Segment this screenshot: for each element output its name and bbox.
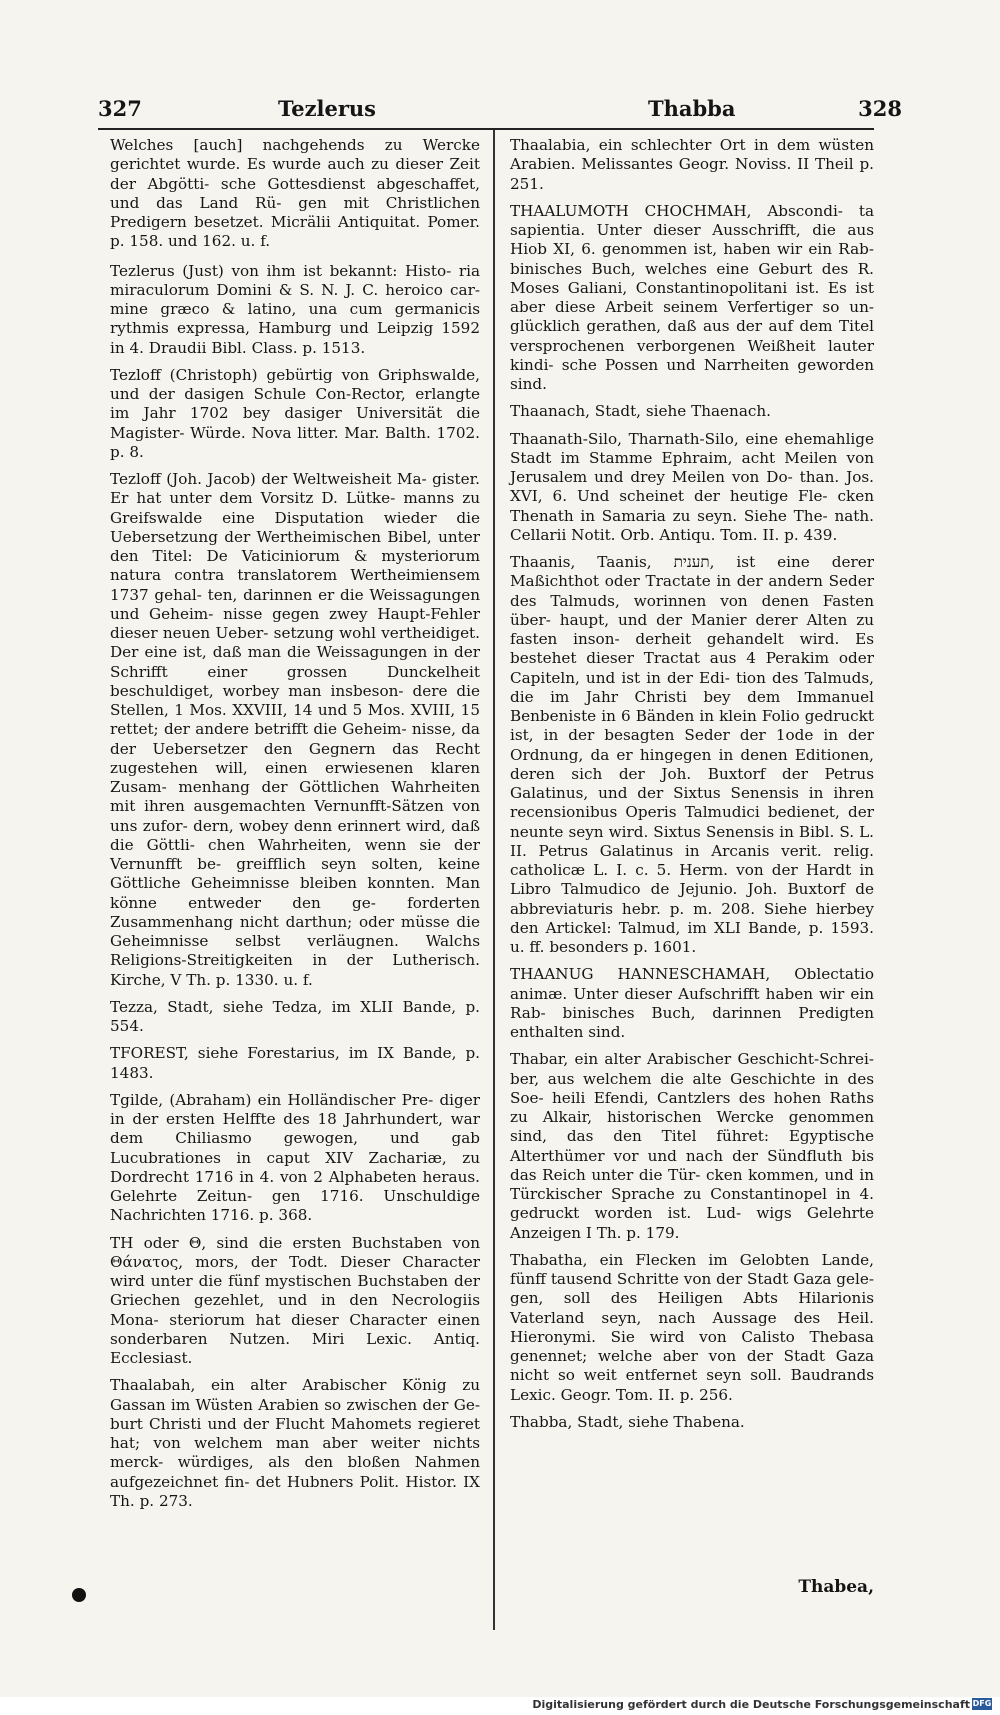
entry-thaanug: THAANUG HANNESCHAMAH, Oblectatio animæ. Unter dieser Aufschrifft haben wir ein Rab- binisches Buch, darinnen Predigten enthalten sind. <box>510 965 874 1041</box>
left-column <box>110 136 480 1519</box>
entry-tezloff-johann: Tezloff (Joh. Jacob) der Weltweisheit Ma- gister. Er hat unter dem Vorsitz D. Lütke- manns zu Greifswalde eine Disputation wieder die Uebersetzung der Wertheimischen Bibel, unter den Titel: De Vaticiniorum & mysteriorum natura contra translatorem Wertheimiensem 1737 gehal- ten, darinnen er die Weissagungen und Geheim- nisse gegen zwey Haupt-Fehler dieser neuen Ueber- setzung wohl vertheidiget. Der eine ist, daß man die Weissagungen in der Schrifft einer grossen Dunckelheit beschuldiget, worbey man insbeson- dere die Stellen, 1 Mos. XXVIII, 14 und 5 Mos. XVIII, 15 rettet; der andere betrifft die Geheim- nisse, da der Uebersetzer den Gegnern das Recht zugestehen will, einen erwiesenen klaren Zusam- menhang der Göttlichen Wahrheiten mit ihren ausgemachten Vernunfft-Sätzen von uns zufor- dern, wobey denn erinnert wird, daß die Göttli- chen Wahrheiten, wenn sie der Vernunfft be- greifflich seyn solten, keine Göttliche Geheimnisse bleiben konnten. Man könne entweder den ge- forderten Zusammenhang nicht darthun; oder müsse die Geheimnisse selbst verläugnen. Walchs Religions-Streitigkeiten in der Lutherisch. Kirche, V Th. p. 1330. u. f. <box>110 470 480 989</box>
page-number-right: 328 <box>858 96 902 121</box>
entry-tezloff-christoph: Tezloff (Christoph) gebürtig von Griphswalde, und der dasigen Schule Con-Rector, erlangte im Jahr 1702 bey dasiger Universität die Magister- Würde. Nova litter. Mar. Balth. 1702. p. 8. <box>110 365 480 461</box>
column-divider <box>493 130 495 1630</box>
right-column <box>510 136 874 1440</box>
page-number-left: 327 <box>98 96 142 121</box>
entry-thabba: Thabba, Stadt, siehe Thabena. <box>510 1412 745 1431</box>
entry-tgilde: Tgilde, (Abraham) ein Holländischer Pre- diger in der ersten Helffte des 18 Jahrhundert, war dem Chiliasmo gewogen, und gab Lucubrationes in caput XIV Zachariæ, zu Dordrecht 1716 in 4. von 2 Alphabeten heraus. Gelehrte Zeitun- gen 1716. Unschuldige Nachrichten 1716. p. 368. <box>110 1090 480 1225</box>
entry-thaanath-silo: Thaanath-Silo, Tharnath-Silo, eine ehemahlige Stadt im Stamme Ephraim, acht Meilen von Jerusalem und drey Meilen von Do- than. Jos. XVI, 6. Und scheinet der heutige Fle- cken Thenath in Samaria zu seyn. Siehe The- nath. Cellarii Notit. Orb. Antiqu. Tom. II. p. 439. <box>510 429 874 544</box>
entry-thaalabia: Thaalabia, ein schlechter Ort in dem wüsten Arabien. Melissantes Geogr. Noviss. II Theil p. 251. <box>510 136 874 193</box>
entry-tforest: TFOREST, siehe Forestarius, im IX Bande, p. 1483. <box>110 1044 480 1082</box>
catchword: Thabea, <box>798 1577 874 1597</box>
entry-thabatha: Thabatha, ein Flecken im Gelobten Lande, fünff tausend Schritte von der Stadt Gaza gele- gen, soll des Heiligen Abts Hilarionis Vaterland seyn, nach Aussage des Heil. Hieronymi. Sie wird von Calisto Thebasa genennet; welche aber von der Stadt Gaza nicht so weit entfernet seyn soll. Baudrands Lexic. Geogr. Tom. II. p. 256. <box>510 1250 874 1404</box>
running-title-left: Tezlerus <box>278 96 376 121</box>
header-rule <box>98 128 874 130</box>
entry-thaanis: Thaanis, Taanis, תענית, ist eine derer Maßichthot oder Tractate in der andern Seder des Talmuds, worinnen von denen Fasten über- haupt, und der Manier derer Alten zu fasten inson- derheit gehandelt wird. Es bestehet dieser Tractat aus 4 Perakim oder Capiteln, und ist in der Edi- tion des Talmuds, die im Jahr Christi bey dem Immanuel Benbeniste in 6 Bänden in klein Folio gedruckt ist, in der besagten Seder der 1ode in der Ordnung, da er hingegen in denen Editionen, deren sich der Joh. Buxtorf der Petrus Galatinus, und der Sixtus Senensis in ihren recensionibus Operis Talmudici bedienet, der neunte seyn wird. Sixtus Senensis in Bibl. S. L. II. Petrus Galatinus in Arcanis verit. relig. catholicæ L. I. c. 5. Herm. von der Hardt in Libro Talmudico de Jejunio. Joh. Buxtorf de abbreviaturis hebr. p. m. 208. Siehe hierbey den Artickel: Talmud, im XLI Bande, p. 1593. u. ff. besonders p. 1601. <box>510 553 874 956</box>
entry-th: TH oder Θ, sind die ersten Buchstaben von Θάνατος, mors, der Todt. Dieser Character wird unter die fünf mystischen Buchstaben der Griechen gezehlet, und in den Necrologiis Mona- steriorum hat dieser Character einen sonderbaren Nutzen. Miri Lexic. Antiq. Ecclesiast. <box>110 1233 480 1367</box>
entry-tezza: Tezza, Stadt, siehe Tedza, im XLII Bande, p. 554. <box>110 997 480 1035</box>
ink-blot <box>72 1588 86 1602</box>
page-header <box>92 92 902 126</box>
entry-continuation: Welches [auch] nachgehends zu Wercke gerichtet wurde. Es wurde auch zu dieser Zeit der Abgötti- sche Gottesdienst abgeschaffet, und das Land Rü- gen mit Christlichen Predigern besetzet. Micrälii Antiquitat. Pomer. p. 158. und 162. u. f. <box>110 136 480 251</box>
entry-thaalumoth: THAALUMOTH CHOCHMAH, Abscondi- ta sapientia. Unter dieser Ausschrifft, die aus Hiob XI, 6. genommen ist, haben wir ein Rab- binisches Buch, welches eine Geburt des R. Moses Galiani, Constantinopolitani ist. Es ist aber diese Arbeit seinem Verfertiger so un- glücklich gerathen, daß aus der auf dem Titel versprochenen verborgenen Weißheit lauter kindi- sche Possen und Narrheiten geworden sind. <box>510 201 874 393</box>
entry-tezlerus: Tezlerus (Just) von ihm ist bekannt: Histo- ria miraculorum Domini & S. N. J. C. heroico car- mine græco & latino, una cum germanicis rythmis expressa, Hamburg und Leipzig 1592 in 4. Draudii Bibl. Class. p. 1513. <box>110 261 480 357</box>
digitization-credit: Digitalisierung gefördert durch die Deutsche Forschungsgemeinschaft <box>532 1698 970 1711</box>
entry-thaalabah: Thaalabah, ein alter Arabischer König zu Gassan im Wüsten Arabien so zwischen der Ge- burt Christi und der Flucht Mahomets regieret hat; von welchem man aber weiter nichts merck- würdiges, als den bloßen Nahmen aufgezeichnet fin- det Hubners Polit. Histor. IX Th. p. 273. <box>110 1376 480 1510</box>
entry-thaanach: Thaanach, Stadt, siehe Thaenach. <box>510 402 771 421</box>
dfg-logo: DFG <box>972 1699 992 1708</box>
entry-thabar: Thabar, ein alter Arabischer Geschicht-Schrei- ber, aus welchem die alte Geschichte in des Soe- heili Efendi, Cantzlers des hohen Raths zu Alkair, historischen Wercke genommen sind, das den Titel führet: Egyptische Alterthümer vor und nach der Sündfluth bis das Reich unter die Tür- cken kommen, und in Türckischer Sprache zu Constantinopel in 4. gedruckt worden ist. Lud- wigs Gelehrte Anzeigen I Th. p. 179. <box>510 1050 874 1242</box>
running-title-right: Thabba <box>648 96 736 121</box>
